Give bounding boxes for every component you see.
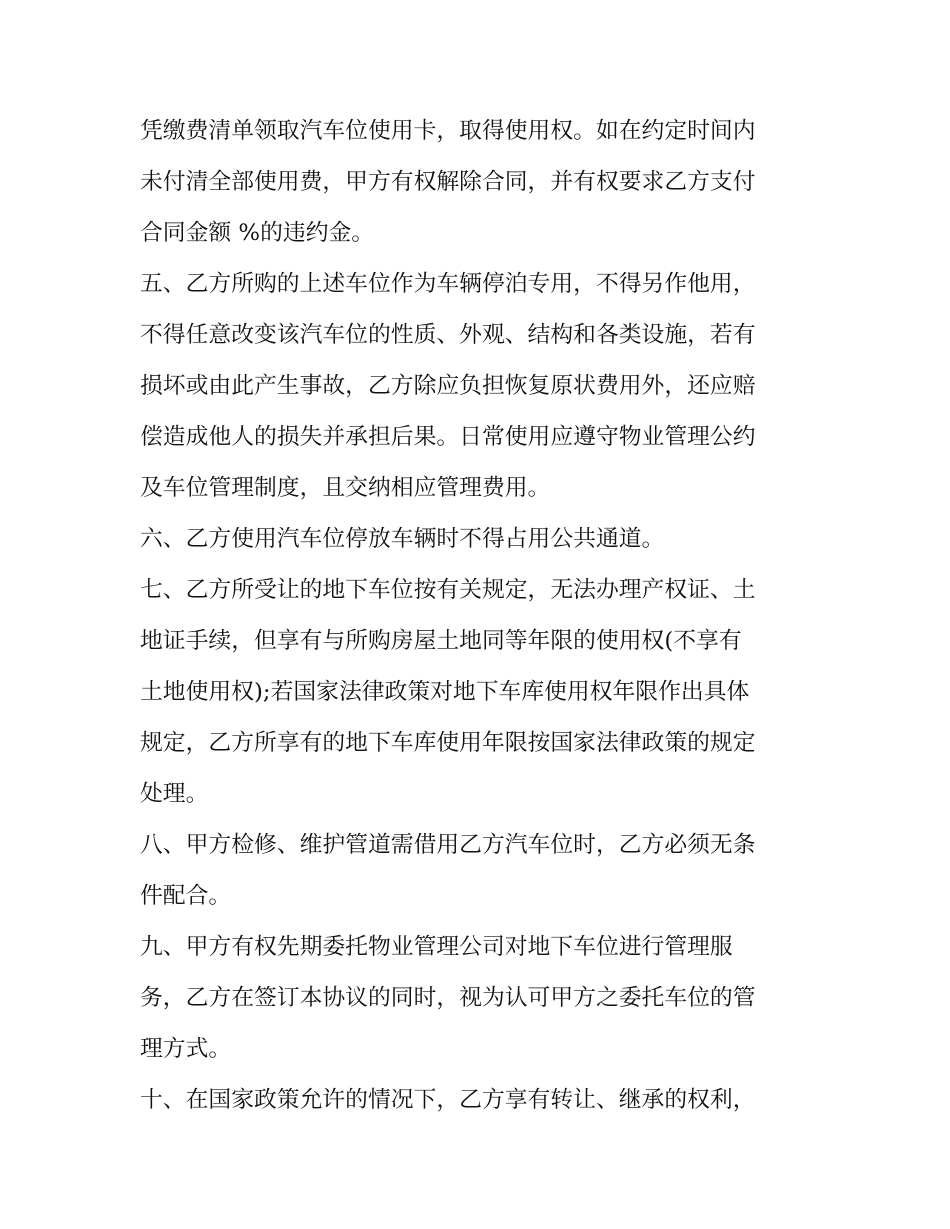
text-line: 地证手续，但享有与所购房屋土地同等年限的使用权(不享有 (140, 628, 742, 654)
text-line: 凭缴费清单领取汽车位使用卡，取得使用权。如在约定时间内 (140, 118, 756, 144)
text-line: 七、乙方所受让的地下车位按有关规定，无法办理产权证、土 (140, 577, 756, 603)
text-line: 及车位管理制度，且交纳相应管理费用。 (140, 475, 551, 501)
text-line: 偿造成他人的损失并承担后果。日常使用应遵守物业管理公约 (140, 424, 756, 450)
text-line: 理方式。 (140, 1036, 232, 1062)
text-line: 八、甲方检修、维护管道需借用乙方汽车位时，乙方必须无条 (140, 832, 756, 858)
text-line: 处理。 (140, 781, 209, 807)
document-page (140, 109, 812, 1129)
text-line: 不得任意改变该汽车位的性质、外观、结构和各类设施，若有 (140, 322, 756, 348)
text-line: 九、甲方有权先期委托物业管理公司对地下车位进行管理服 (140, 934, 733, 960)
text-line: 十、在国家政策允许的情况下，乙方享有转让、继承的权利， (140, 1087, 756, 1113)
text-line: 六、乙方使用汽车位停放车辆时不得占用公共通道。 (140, 526, 665, 552)
text-line: 合同金额 %的违约金。 (140, 220, 375, 246)
text-line: 规定，乙方所享有的地下车库使用年限按国家法律政策的规定 (140, 730, 756, 756)
text-line: 土地使用权);若国家法律政策对地下车库使用权年限作出具体 (140, 679, 750, 705)
text-line: 未付清全部使用费，甲方有权解除合同，并有权要求乙方支付 (140, 169, 756, 195)
text-line: 五、乙方所购的上述车位作为车辆停泊专用，不得另作他用， (140, 271, 756, 297)
text-line: 务，乙方在签订本协议的同时，视为认可甲方之委托车位的管 (140, 985, 756, 1011)
text-line: 件配合。 (140, 883, 232, 909)
text-line: 损坏或由此产生事故，乙方除应负担恢复原状费用外，还应赔 (140, 373, 756, 399)
